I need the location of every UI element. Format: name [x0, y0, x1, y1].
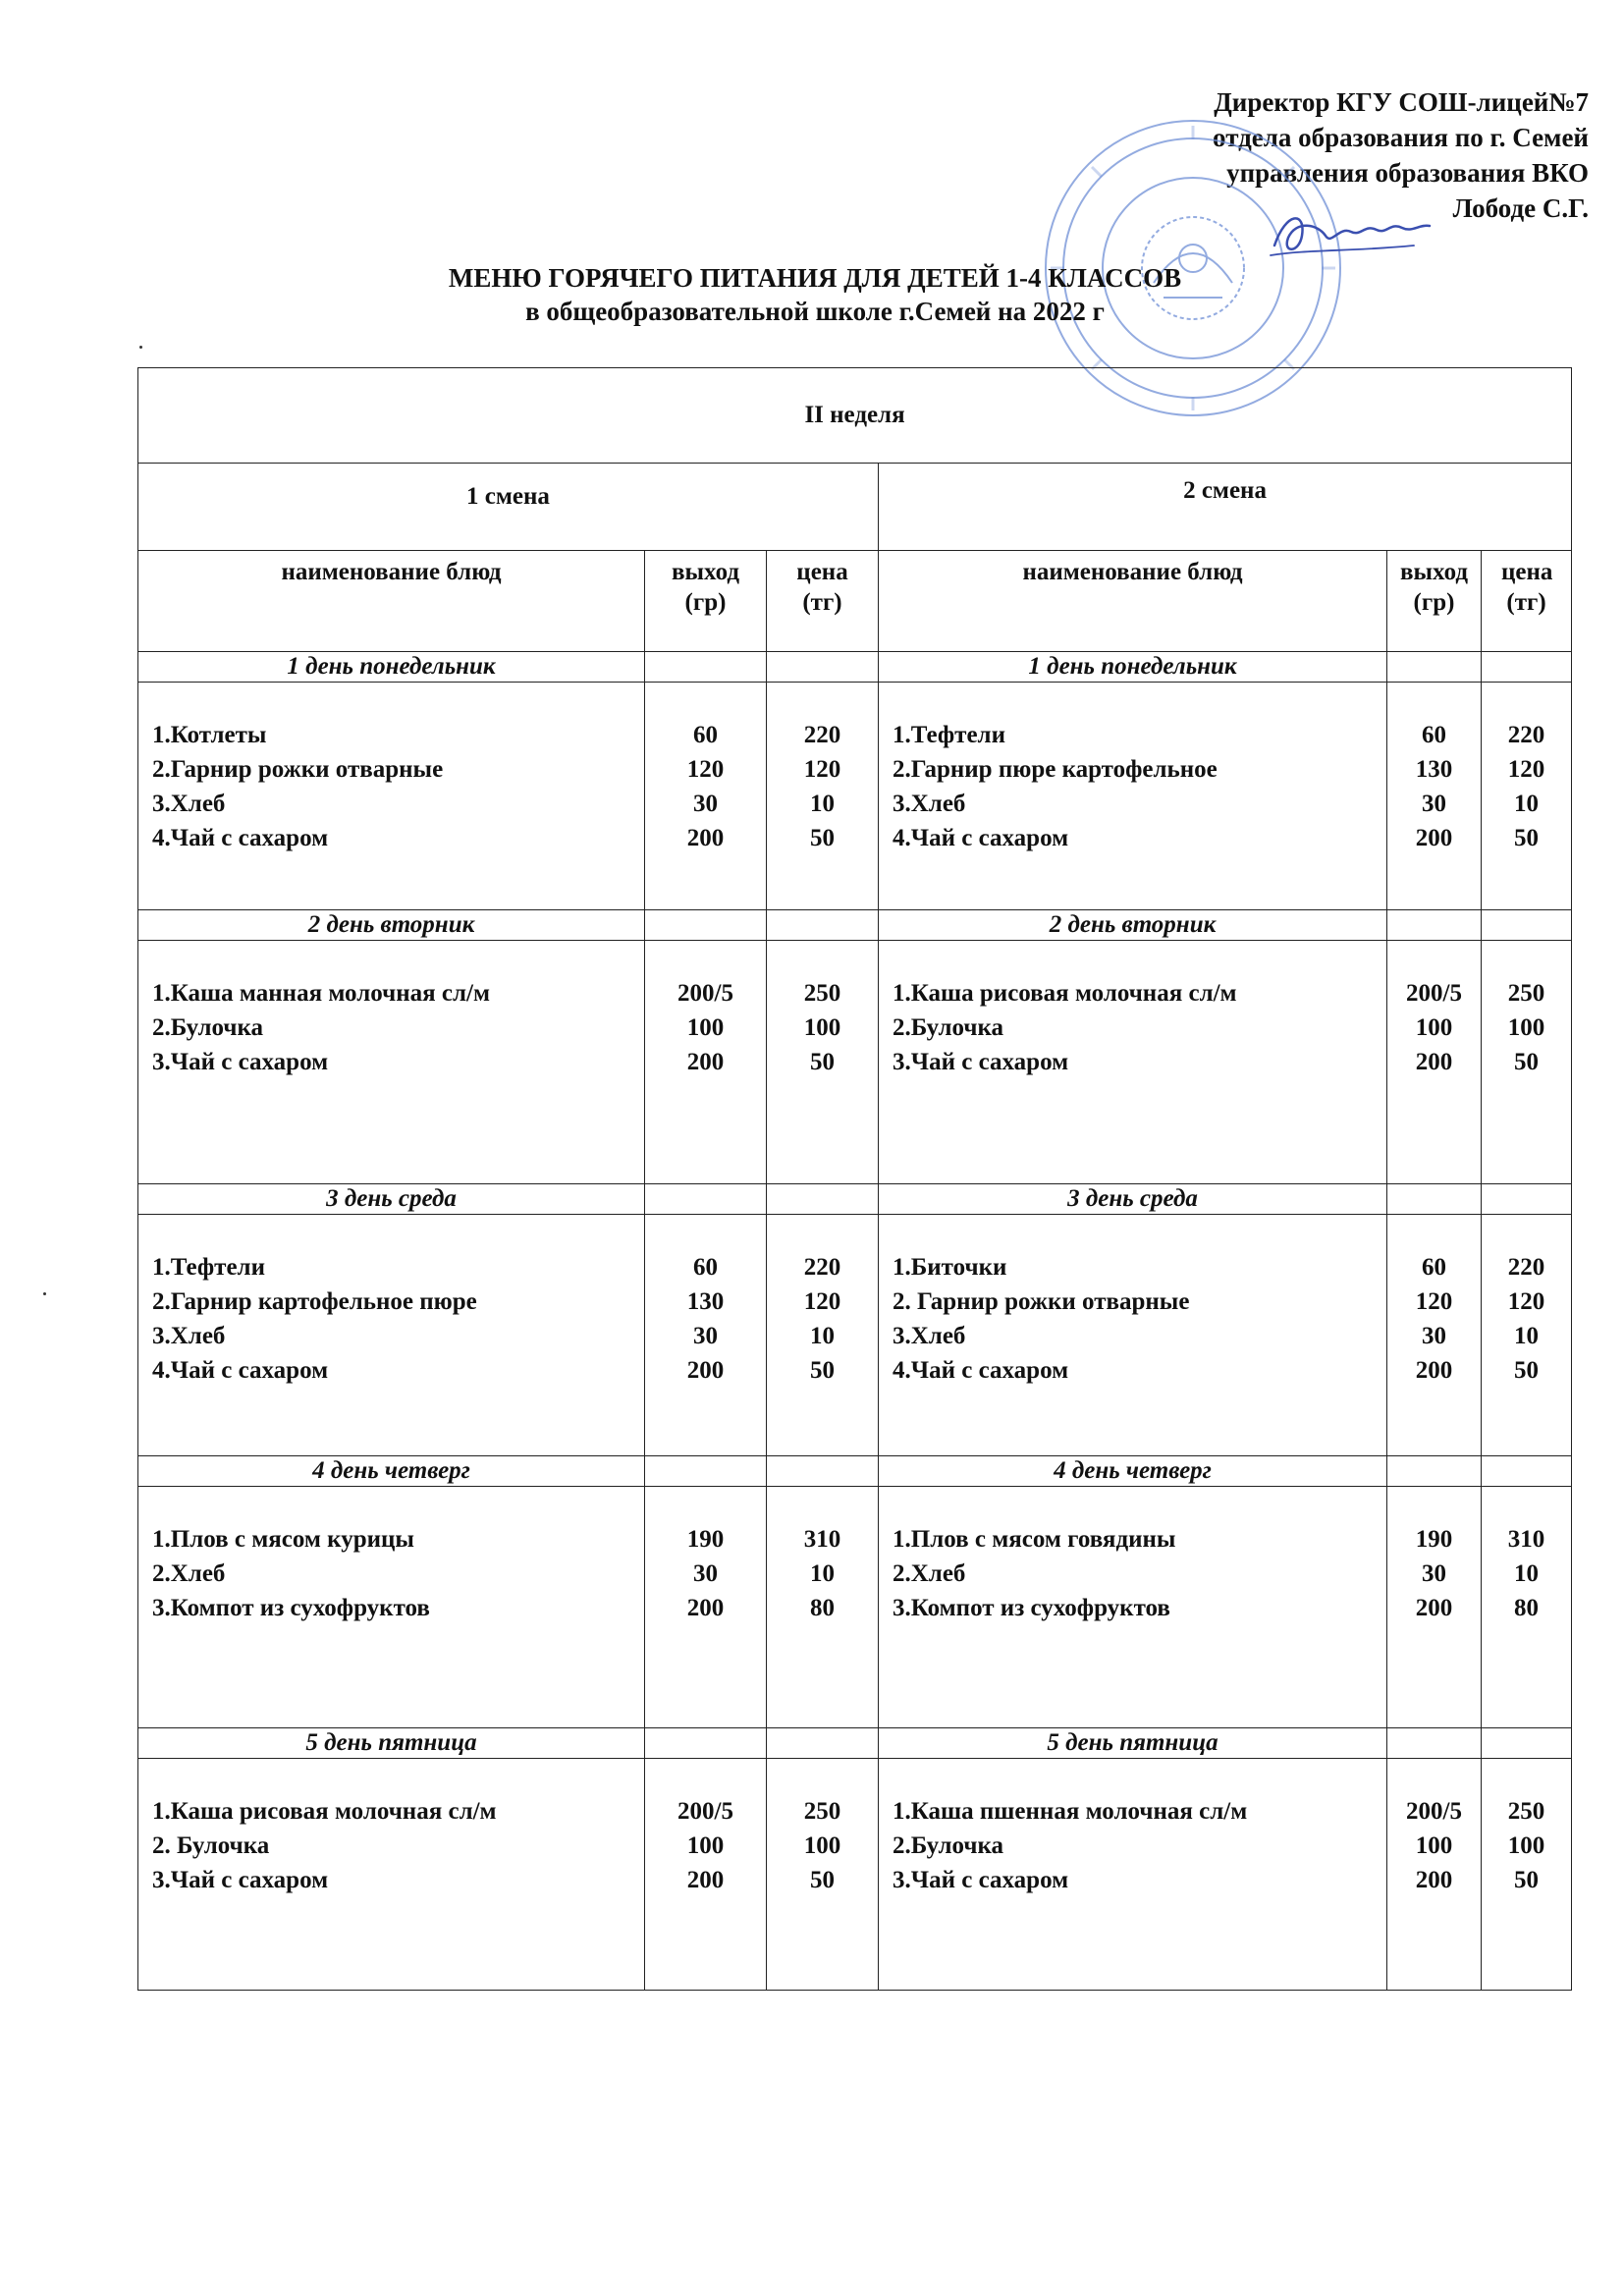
price: [1482, 1215, 1572, 1456]
weight-item: 200/5: [1406, 1798, 1462, 1825]
empty-cell: [1387, 1728, 1482, 1759]
empty-cell: [645, 910, 767, 941]
weight: [1387, 1759, 1482, 1991]
weight-list: [1387, 683, 1481, 855]
day-header-row: [138, 910, 1572, 941]
weight-list: [645, 1487, 766, 1625]
weight-item: 100: [1415, 1014, 1453, 1041]
weight-item: 30: [693, 1323, 718, 1349]
price-item: 310: [1507, 1526, 1545, 1553]
shift-1-header: [138, 464, 879, 551]
empty-cell: [1387, 1184, 1482, 1215]
weight: [645, 941, 767, 1184]
price-item: 250: [803, 1798, 841, 1825]
price: [767, 1759, 879, 1991]
menu-row: [138, 1215, 1572, 1456]
weight-item: 200: [686, 1049, 725, 1075]
weight: [645, 1215, 767, 1456]
weight-list: [645, 1215, 766, 1388]
dish-list: [138, 683, 644, 855]
price-list: [1482, 1487, 1571, 1625]
price-item: 220: [803, 722, 841, 748]
empty-cell: [1482, 1728, 1572, 1759]
dish: [138, 941, 645, 1184]
menu-table: [137, 367, 1572, 1991]
dish-item: 3.Компот из сухофруктов: [893, 1595, 1170, 1621]
price-list: [767, 1487, 878, 1625]
price: [1482, 1487, 1572, 1728]
price-item: 120: [803, 756, 841, 783]
empty-cell: [767, 1456, 879, 1487]
dish-item: 1.Котлеты: [152, 722, 267, 748]
empty-cell: [767, 652, 879, 683]
shift-2-label: 2 смена: [1183, 477, 1267, 504]
empty-cell: [1387, 910, 1482, 941]
dish-item: 3.Хлеб: [893, 1323, 966, 1349]
price-item: 120: [1507, 756, 1545, 783]
title-line: МЕНЮ ГОРЯЧЕГО ПИТАНИЯ ДЛЯ ДЕТЕЙ 1-4 КЛАССОВ: [448, 263, 1182, 293]
dish-item: 4.Чай с сахаром: [152, 825, 329, 851]
price-item: 120: [1507, 1288, 1545, 1315]
dish-item: 2. Булочка: [152, 1832, 270, 1859]
weight: [1387, 1487, 1482, 1728]
empty-cell: [645, 1456, 767, 1487]
dish-item: 3.Чай с сахаром: [893, 1867, 1069, 1893]
price-item: 10: [810, 791, 835, 817]
price-list: [1482, 1759, 1571, 1897]
weight-item: 200: [1415, 1595, 1453, 1621]
weight: [1387, 941, 1482, 1184]
weight-item: 60: [1422, 1254, 1446, 1281]
price: [1482, 683, 1572, 910]
price-item: 80: [1514, 1595, 1540, 1621]
column-header-price: [767, 551, 879, 652]
price-list: [767, 941, 878, 1079]
price-list: [767, 683, 878, 855]
price-list: [767, 1759, 878, 1897]
weight: [645, 683, 767, 910]
dish-item: 3.Чай с сахаром: [152, 1867, 329, 1893]
weight-item: 60: [1422, 722, 1446, 748]
day-header-row: [138, 652, 1572, 683]
menu-row: [138, 941, 1572, 1184]
price-item: 50: [810, 1049, 835, 1075]
dish-item: 1.Тефтели: [152, 1254, 265, 1281]
price-list: [1482, 941, 1571, 1079]
document-title: [324, 261, 1306, 328]
weight-item: 200: [686, 1595, 725, 1621]
price-item: 10: [810, 1323, 835, 1349]
dish-item: 2.Хлеб: [152, 1560, 226, 1587]
price-item: 120: [803, 1288, 841, 1315]
price-item: 50: [1514, 1357, 1540, 1384]
weight-list: [645, 1759, 766, 1897]
approval-line: Директор КГУ СОШ-лицей№7: [1214, 87, 1589, 117]
weight: [645, 1487, 767, 1728]
column-header-name: [138, 551, 645, 652]
weight-item: 60: [693, 1254, 718, 1281]
dish: [879, 683, 1387, 910]
shift-2-header: [879, 464, 1572, 551]
weight-list: [645, 683, 766, 855]
price-item: 220: [1507, 722, 1545, 748]
weight: [1387, 683, 1482, 910]
day-label: 2 день вторник: [879, 910, 1387, 941]
scan-speck: [139, 346, 142, 349]
day-header-row: [138, 1184, 1572, 1215]
empty-cell: [1482, 910, 1572, 941]
menu-row: [138, 1487, 1572, 1728]
dish-item: 2.Булочка: [893, 1832, 1004, 1859]
weight-item: 30: [1422, 1323, 1446, 1349]
dish: [879, 1759, 1387, 1991]
menu-row: [138, 683, 1572, 910]
day-header-row: [138, 1456, 1572, 1487]
column-header-label: выход (гр): [672, 559, 739, 616]
day-label: 4 день четверг: [879, 1456, 1387, 1487]
dish-item: 1.Плов с мясом курицы: [152, 1526, 414, 1553]
dish-item: 3.Хлеб: [152, 791, 226, 817]
column-header-weight: [1387, 551, 1482, 652]
weight-list: [645, 941, 766, 1079]
column-header-price: [1482, 551, 1572, 652]
column-header-name: [879, 551, 1387, 652]
dish-item: 1.Каша манная молочная сл/м: [152, 980, 490, 1007]
weight-item: 200: [686, 1357, 725, 1384]
dish-item: 4.Чай с сахаром: [893, 1357, 1069, 1384]
dish: [138, 1759, 645, 1991]
price-item: 50: [810, 1357, 835, 1384]
weight-item: 100: [686, 1832, 725, 1859]
price: [767, 683, 879, 910]
price-list: [1482, 683, 1571, 855]
price-list: [767, 1215, 878, 1388]
price-item: 50: [810, 1867, 835, 1893]
dish-list: [138, 941, 644, 1079]
weight-item: 30: [693, 791, 718, 817]
weight-item: 200: [1415, 825, 1453, 851]
dish-item: 3.Чай с сахаром: [893, 1049, 1069, 1075]
weight-item: 200: [1415, 1049, 1453, 1075]
dish-list: [879, 941, 1386, 1079]
dish-list: [879, 1487, 1386, 1625]
approval-line: отдела образования по г. Семей: [1213, 123, 1589, 152]
column-header-label: цена (тг): [1501, 559, 1553, 616]
price-item: 80: [810, 1595, 835, 1621]
weight-list: [1387, 941, 1481, 1079]
empty-cell: [1482, 652, 1572, 683]
weight-item: 100: [1415, 1832, 1453, 1859]
price-item: 250: [1507, 980, 1545, 1007]
column-header-weight: [645, 551, 767, 652]
weight-item: 30: [1422, 791, 1446, 817]
dish-item: 2.Булочка: [893, 1014, 1004, 1041]
day-label: 1 день понедельник: [879, 652, 1387, 683]
weight-item: 200: [1415, 1357, 1453, 1384]
dish-item: 1.Биточки: [893, 1254, 1007, 1281]
dish-item: 1.Тефтели: [893, 722, 1005, 748]
dish-list: [138, 1215, 644, 1388]
price-item: 220: [1507, 1254, 1545, 1281]
price-item: 250: [1507, 1798, 1545, 1825]
dish-item: 4.Чай с сахаром: [893, 825, 1069, 851]
weight-item: 200/5: [677, 980, 733, 1007]
signature: [1267, 206, 1434, 265]
weight-list: [1387, 1487, 1481, 1625]
dish-item: 2.Хлеб: [893, 1560, 966, 1587]
scan-speck: [43, 1292, 46, 1295]
weight-item: 200/5: [1406, 980, 1462, 1007]
column-header-label: цена (тг): [796, 559, 848, 616]
dish-item: 1.Плов с мясом говядины: [893, 1526, 1176, 1553]
day-label: 3 день среда: [138, 1184, 645, 1215]
price-list: [1482, 1215, 1571, 1388]
price-item: 10: [1514, 1560, 1540, 1587]
price: [767, 941, 879, 1184]
price-item: 10: [1514, 791, 1540, 817]
price-item: 50: [1514, 1867, 1540, 1893]
weight-item: 200: [686, 1867, 725, 1893]
approval-line: Лободе С.Г.: [1452, 193, 1589, 223]
empty-cell: [767, 1184, 879, 1215]
dish-item: 3.Хлеб: [893, 791, 966, 817]
dish-item: 2.Гарнир рожки отварные: [152, 756, 444, 783]
price: [767, 1215, 879, 1456]
dish-item: 3.Чай с сахаром: [152, 1049, 329, 1075]
dish-item: 2.Гарнир картофельное пюре: [152, 1288, 477, 1315]
title-line: в общеобразовательной школе г.Семей на 2022 г: [525, 297, 1105, 326]
empty-cell: [1387, 652, 1482, 683]
weight-item: 200: [686, 825, 725, 851]
price-item: 50: [810, 825, 835, 851]
weight-list: [1387, 1215, 1481, 1388]
dish: [879, 1215, 1387, 1456]
weight-item: 200/5: [677, 1798, 733, 1825]
menu-body: [138, 652, 1572, 1991]
weight-item: 30: [1422, 1560, 1446, 1587]
weight-item: 190: [686, 1526, 725, 1553]
dish-list: [138, 1759, 644, 1897]
weight-list: [1387, 1759, 1481, 1897]
price-item: 100: [1507, 1832, 1545, 1859]
weight-item: 60: [693, 722, 718, 748]
price: [1482, 1759, 1572, 1991]
price: [767, 1487, 879, 1728]
week-header: II неделя: [138, 368, 1572, 464]
dish-list: [879, 1215, 1386, 1388]
price-item: 220: [803, 1254, 841, 1281]
day-header-row: [138, 1728, 1572, 1759]
price-item: 310: [803, 1526, 841, 1553]
dish: [879, 941, 1387, 1184]
price-item: 50: [1514, 1049, 1540, 1075]
price-item: 100: [1507, 1014, 1545, 1041]
dish-item: 2.Гарнир пюре картофельное: [893, 756, 1218, 783]
dish-item: 2. Гарнир рожки отварные: [893, 1288, 1190, 1315]
weight-item: 30: [693, 1560, 718, 1587]
weight-item: 130: [686, 1288, 725, 1315]
dish-list: [879, 1759, 1386, 1897]
dish-item: 1.Каша рисовая молочная сл/м: [152, 1798, 497, 1825]
dish: [138, 683, 645, 910]
day-label: 5 день пятница: [879, 1728, 1387, 1759]
empty-cell: [645, 652, 767, 683]
weight: [1387, 1215, 1482, 1456]
dish-item: 4.Чай с сахаром: [152, 1357, 329, 1384]
price-item: 250: [803, 980, 841, 1007]
approval-line: управления образования ВКО: [1226, 158, 1589, 188]
column-header-label: наименование блюд: [1022, 559, 1243, 585]
dish-item: 1.Каша рисовая молочная сл/м: [893, 980, 1237, 1007]
price-item: 10: [1514, 1323, 1540, 1349]
price-item: 10: [810, 1560, 835, 1587]
dish-item: 2.Булочка: [152, 1014, 264, 1041]
empty-cell: [1482, 1184, 1572, 1215]
dish-list: [138, 1487, 644, 1625]
price-item: 50: [1514, 825, 1540, 851]
weight-item: 200: [1415, 1867, 1453, 1893]
dish: [138, 1215, 645, 1456]
weight-item: 130: [1415, 756, 1453, 783]
weight-item: 100: [686, 1014, 725, 1041]
empty-cell: [1482, 1456, 1572, 1487]
dish-item: 3.Компот из сухофруктов: [152, 1595, 430, 1621]
empty-cell: [645, 1728, 767, 1759]
menu-row: [138, 1759, 1572, 1991]
dish: [879, 1487, 1387, 1728]
price-item: 100: [803, 1832, 841, 1859]
price: [1482, 941, 1572, 1184]
dish-item: 1.Каша пшенная молочная сл/м: [893, 1798, 1248, 1825]
dish-item: 3.Хлеб: [152, 1323, 226, 1349]
empty-cell: [1387, 1456, 1482, 1487]
day-label: 1 день понедельник: [138, 652, 645, 683]
empty-cell: [767, 1728, 879, 1759]
price-item: 100: [803, 1014, 841, 1041]
day-label: 3 день среда: [879, 1184, 1387, 1215]
weight: [645, 1759, 767, 1991]
weight-item: 120: [1415, 1288, 1453, 1315]
weight-item: 190: [1415, 1526, 1453, 1553]
day-label: 5 день пятница: [138, 1728, 645, 1759]
shift-1-label: 1 смена: [466, 483, 550, 510]
column-header-label: выход (гр): [1400, 559, 1468, 616]
dish-list: [879, 683, 1386, 855]
day-label: 2 день вторник: [138, 910, 645, 941]
dish: [138, 1487, 645, 1728]
day-label: 4 день четверг: [138, 1456, 645, 1487]
empty-cell: [767, 910, 879, 941]
empty-cell: [645, 1184, 767, 1215]
column-header-label: наименование блюд: [281, 559, 502, 585]
weight-item: 120: [686, 756, 725, 783]
